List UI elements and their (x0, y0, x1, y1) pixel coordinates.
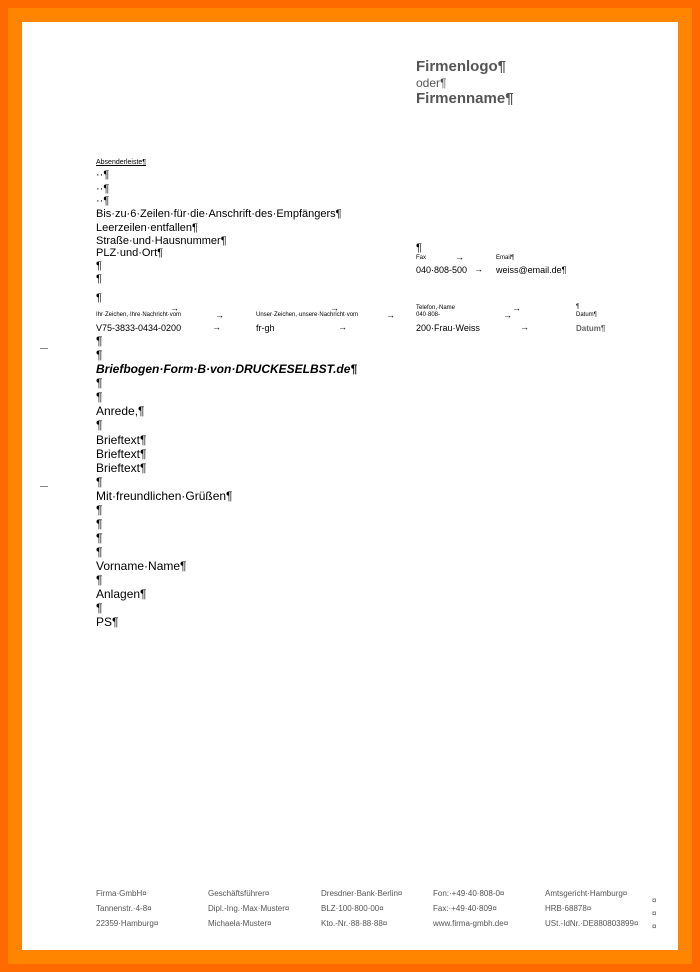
company-logo-text: Firmenlogo¶ (416, 58, 507, 75)
footer-line: Kto.-Nr.·88·88·88¤ (321, 919, 388, 928)
fax-label: Fax (416, 255, 427, 261)
tab-arrow-icon: → (520, 322, 529, 332)
datum-pilcrow: ¶ (576, 304, 580, 310)
footer-line: www.firma-gmbh.de¤ (433, 919, 509, 928)
ref-value-our: fr-gh (256, 323, 275, 333)
tab-arrow-icon: → (386, 310, 395, 320)
tab-arrow-icon: → (170, 303, 179, 313)
ref-value-date: Datum¶ (576, 324, 606, 333)
subject-line: Briefbogen·Form·B·von·DRUCKESELBST.de¶ (96, 362, 358, 376)
tab-arrow-icon: → (215, 310, 224, 320)
pilcrow: ¶ (96, 418, 103, 432)
footer-column-management (208, 886, 289, 931)
pilcrow: ¶ (96, 273, 102, 285)
footer-line: Dresdner·Bank·Berlin¤ (321, 889, 403, 898)
pilcrow: ¶ (96, 531, 103, 545)
footer-column-registry (545, 886, 638, 931)
letter-page (22, 22, 678, 950)
footer-line: Geschäftsführer¤ (208, 889, 270, 898)
ref-label-your: Ihr·Zeichen,·Ihre·Nachricht·vom (96, 312, 182, 318)
company-or-text: oder¶ (416, 76, 447, 90)
tab-arrow-icon: → (512, 303, 521, 313)
footer-line: USt.-IdNr.·DE880803899¤ (545, 919, 639, 928)
pilcrow: ¶ (96, 545, 103, 559)
address-line: Straße·und·Hausnummer¶ (96, 235, 227, 247)
footer-column-bank (321, 886, 402, 931)
contact-pilcrow: ¶ (416, 242, 422, 254)
signature-name: Vorname·Name¶ (96, 559, 187, 573)
footer-end-marks (652, 894, 656, 933)
end-of-cell-mark: ¤ (652, 922, 657, 931)
footer-column-company (96, 886, 158, 931)
footer-line: BLZ·100·800·00¤ (321, 904, 384, 913)
tab-arrow-icon: → (474, 264, 483, 274)
footer-line: Fon:·+49·40·808-0¤ (433, 889, 505, 898)
sender-line: Absenderleiste¶ (96, 159, 147, 166)
body-text-line: Brieftext¶ (96, 447, 147, 461)
address-dot-line: ··¶ (96, 183, 110, 195)
pilcrow: ¶ (96, 292, 102, 304)
footer-line: Firma·GmbH¤ (96, 889, 147, 898)
footer-line: Amtsgericht·Hamburg¤ (545, 889, 628, 898)
footer-column-contact (433, 886, 508, 931)
pilcrow: ¶ (96, 601, 103, 615)
pilcrow: ¶ (96, 517, 103, 531)
attachments: Anlagen¶ (96, 587, 147, 601)
footer-line: Fax:·+49·40·809¤ (433, 904, 497, 913)
pilcrow: ¶ (96, 475, 103, 489)
footer-line: Michaela·Muster¤ (208, 919, 272, 928)
email-label: Email¶ (496, 255, 515, 261)
address-line: PLZ·und·Ort¶ (96, 247, 164, 259)
footer-line: 22359·Hamburg¤ (96, 919, 159, 928)
pilcrow: ¶ (96, 573, 103, 587)
body-text-line: Brieftext¶ (96, 433, 147, 447)
pilcrow: ¶ (96, 376, 103, 390)
end-of-cell-mark: ¤ (652, 909, 657, 918)
ref-value-your: V75-3833-0434-0200 (96, 323, 182, 333)
footer-line: HRB·68878¤ (545, 904, 592, 913)
address-dot-line: ··¶ (96, 169, 110, 181)
ref-label-date: Datum¶ (576, 312, 597, 318)
email-value: weiss@email.de¶ (496, 265, 567, 275)
footer-line: Tannenstr.·4-8¤ (96, 904, 152, 913)
address-line: Leerzeilen·entfallen¶ (96, 222, 198, 234)
footer-line: Dipl.-Ing.·Max·Muster¤ (208, 904, 290, 913)
pilcrow: ¶ (96, 260, 102, 272)
company-name-text: Firmenname¶ (416, 90, 514, 107)
tab-arrow-icon: → (212, 322, 221, 332)
fold-mark (40, 486, 48, 487)
pilcrow: ¶ (96, 334, 103, 348)
end-of-cell-mark: ¤ (652, 896, 657, 905)
ref-label-phone: Telefon,·Name (416, 305, 456, 311)
tab-arrow-icon: → (455, 252, 464, 262)
postscript: PS¶ (96, 615, 119, 629)
pilcrow: ¶ (96, 503, 103, 517)
ref-label-our: Unser·Zeichen,·unsere·Nachricht·vom (256, 312, 359, 318)
tab-arrow-icon: → (338, 322, 347, 332)
closing: Mit·freundlichen·Grüßen¶ (96, 489, 233, 503)
tab-arrow-icon: → (503, 310, 512, 320)
ref-value-phone: 200·Frau·Weiss (416, 323, 480, 333)
tab-arrow-icon: → (330, 303, 339, 313)
salutation: Anrede,¶ (96, 404, 145, 418)
pilcrow: ¶ (96, 348, 103, 362)
pilcrow: ¶ (96, 390, 103, 404)
address-line: Bis·zu·6·Zeilen·für·die·Anschrift·des·Empfängers¶ (96, 208, 342, 220)
address-dot-line: ··¶ (96, 195, 110, 207)
ref-phone-prefix: 040·808- (416, 312, 441, 318)
fold-mark (40, 348, 48, 349)
fax-value: 040·808-500 (416, 265, 468, 275)
body-text-line: Brieftext¶ (96, 461, 147, 475)
